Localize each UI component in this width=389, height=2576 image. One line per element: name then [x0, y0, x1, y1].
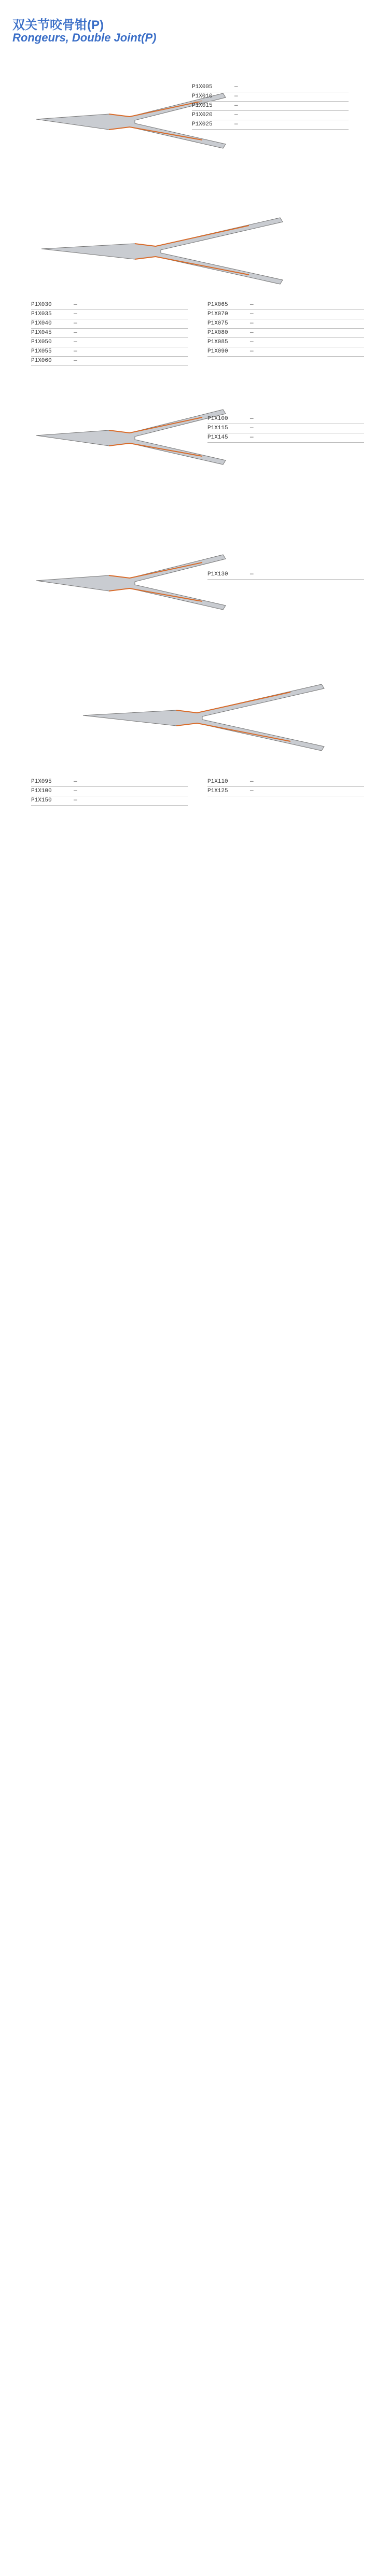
table-row: P1X045 —	[31, 329, 188, 338]
table-row: P1X095 —	[31, 778, 188, 787]
table-row: P1X145 —	[207, 433, 364, 443]
table-row: P1X015 —	[192, 102, 349, 111]
table-row: P1X050 —	[31, 338, 188, 347]
table-row: P1X040 —	[31, 319, 188, 329]
table-row: P1X010 —	[192, 92, 349, 102]
section-1	[0, 78, 389, 197]
code-table	[192, 83, 349, 130]
table-row: P1X005 —	[192, 83, 349, 92]
table-row: P1X130 —	[207, 570, 364, 580]
table-row: P1X030 —	[31, 301, 188, 310]
code-table-left	[31, 778, 188, 806]
code-table-left	[31, 301, 188, 366]
table-row: P1X115 —	[207, 424, 364, 433]
table-row: P1X035 —	[31, 310, 188, 319]
table-row: P1X100 —	[207, 415, 364, 424]
section-5	[0, 664, 389, 819]
section-2	[0, 197, 389, 384]
table-row: P1X080 —	[207, 329, 364, 338]
section-4	[0, 539, 389, 664]
rongeur-image	[73, 669, 332, 762]
code-table	[207, 570, 364, 580]
rongeur-image	[31, 399, 228, 472]
page-header	[0, 0, 389, 73]
title-chinese: 双关节咬骨钳(P)	[12, 18, 104, 32]
table-row: P1X150 —	[31, 796, 188, 806]
table-row: P1X070 —	[207, 310, 364, 319]
code-table-right	[207, 301, 364, 357]
table-row: P1X100 —	[31, 787, 188, 796]
rongeur-image	[31, 544, 228, 617]
title-english: Rongeurs, Double Joint(P)	[12, 31, 157, 44]
table-row: P1X075 —	[207, 319, 364, 329]
table-row: P1X125 —	[207, 787, 364, 796]
table-row: P1X110 —	[207, 778, 364, 787]
code-table-right	[207, 778, 364, 796]
table-row: P1X055 —	[31, 347, 188, 357]
table-row: P1X085 —	[207, 338, 364, 347]
rongeur-image	[31, 202, 290, 295]
table-row: P1X020 —	[192, 111, 349, 120]
table-row: P1X060 —	[31, 357, 188, 366]
code-table	[207, 415, 364, 443]
section-3	[0, 394, 389, 539]
table-row: P1X025 —	[192, 120, 349, 130]
table-row: P1X065 —	[207, 301, 364, 310]
table-row: P1X090 —	[207, 347, 364, 357]
